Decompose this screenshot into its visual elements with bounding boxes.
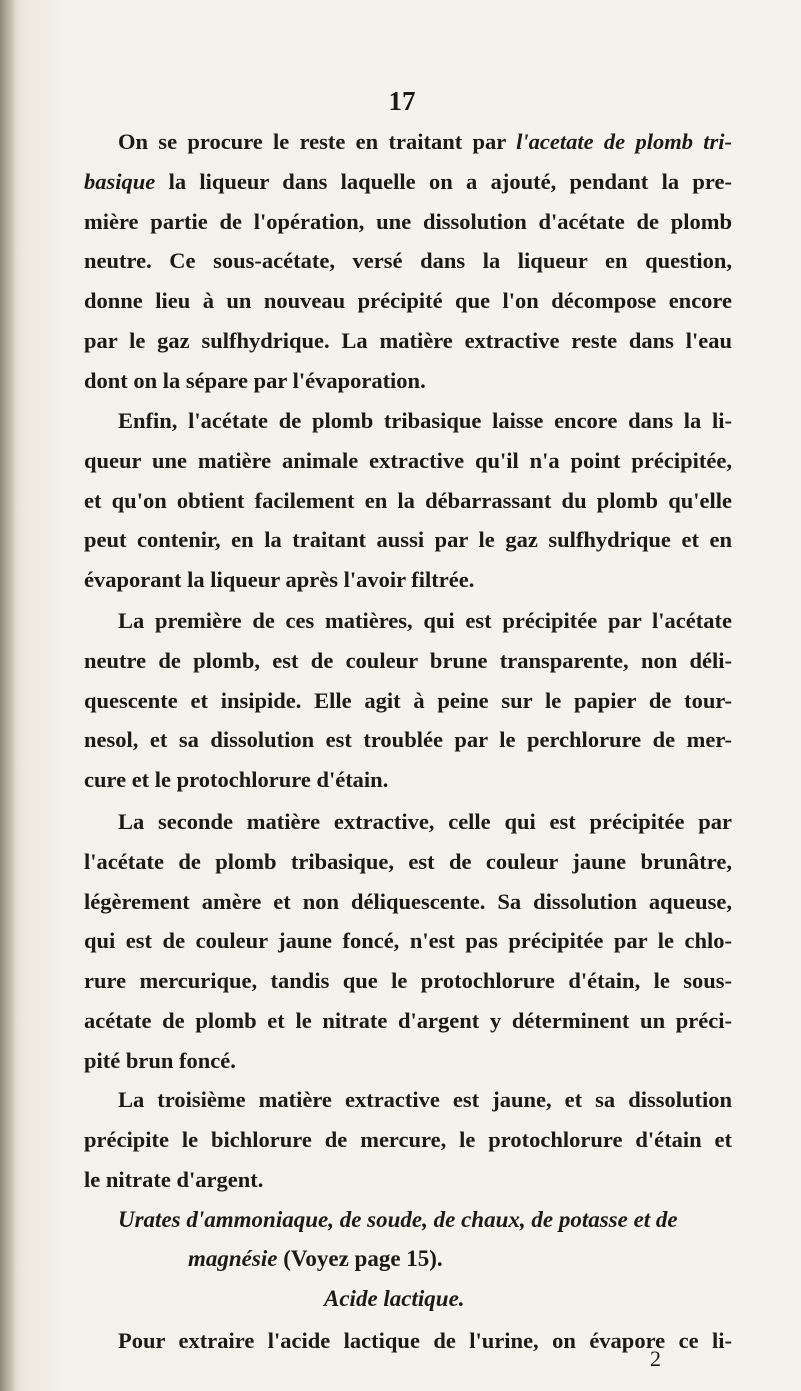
text-line: Pour extraire l'acide lactique de l'urine, on évapore ce li- <box>118 1328 732 1353</box>
text-line: neutre de plomb, est de couleur brune transparente, non déli- <box>84 647 732 673</box>
text-line: La troisième matière extractive est jaune, et sa dissolution <box>118 1087 732 1112</box>
paragraph-6 <box>84 1321 732 1361</box>
text-line: dont on la sépare par l'évaporation. <box>84 367 426 393</box>
text-line: queur une matière animale extractive qu'il n'a point précipitée, <box>84 447 732 473</box>
text-line: légèrement amère et non déliquescente. Sa dissolution aqueuse, <box>84 888 732 914</box>
text-line: donne lieu à un nouveau précipité que l'on décompose encore <box>84 288 732 314</box>
section-heading-acide-lactique: Acide lactique. <box>324 1286 465 1311</box>
text-line: acétate de plomb et le nitrate d'argent y déterminent un préci- <box>84 1007 732 1033</box>
text-line: évaporant la liqueur après l'avoir filtrée. <box>84 567 475 593</box>
text-line: cure et le protochlorure d'étain. <box>84 767 389 793</box>
text-line: le nitrate d'argent. <box>84 1166 264 1192</box>
text-line: pité brun foncé. <box>84 1047 236 1073</box>
text-line: nesol, et sa dissolution est troublée par le perchlorure de mer- <box>84 727 732 753</box>
text-line: peut contenir, en la traitant aussi par le gaz sulfhydrique et en <box>84 527 732 553</box>
emphasis-text: basique <box>84 168 156 194</box>
section-heading-urates-cont: magnésie (Voyez page 15). <box>188 1246 443 1271</box>
text-line: rure mercurique, tandis que le protochlorure d'étain, le sous- <box>84 968 732 994</box>
signature-mark: 2 <box>650 1346 661 1371</box>
emphasis-text: l'acetate de plomb tri- <box>516 129 732 154</box>
text-line: neutre. Ce sous-acétate, versé dans la liqueur en question, <box>84 248 732 274</box>
text-line: l'acétate de plomb tribasique, est de couleur jaune brunâtre, <box>84 848 732 874</box>
text-line: quescente et insipide. Elle agit à peine sur le papier de tour- <box>84 687 732 713</box>
section-heading-urates: Urates d'ammoniaque, de soude, de chaux, de potasse et de <box>118 1207 678 1232</box>
page-gutter-shadow <box>0 0 16 1391</box>
paragraph-5 <box>84 1080 732 1199</box>
text-line: qui est de couleur jaune foncé, n'est pas précipitée par le chlo- <box>84 928 732 954</box>
text-line: La première de ces matières, qui est précipitée par l'acétate <box>118 608 732 633</box>
text-line: mière partie de l'opération, une dissolution d'acétate de plomb <box>84 208 732 234</box>
text-line: La seconde matière extractive, celle qui est précipitée par <box>118 809 732 834</box>
text-line: basique la liqueur dans laquelle on a ajouté, pendant la pre- <box>84 168 732 194</box>
text-line: On se procure le reste en traitant par l'acetate de plomb tri- <box>118 129 732 154</box>
text-line: Enfin, l'acétate de plomb tribasique laisse encore dans la li- <box>118 408 732 433</box>
text-line: par le gaz sulfhydrique. La matière extractive reste dans l'eau <box>84 327 732 353</box>
paragraph-2 <box>84 401 732 600</box>
page-number: 17 <box>388 86 416 116</box>
text-line: précipite le bichlorure de mercure, le protochlorure d'étain et <box>84 1126 732 1152</box>
paragraph-3 <box>84 601 732 800</box>
paragraph-4 <box>84 802 732 1081</box>
text-line: et qu'on obtient facilement en la débarrassant du plomb qu'elle <box>84 487 732 513</box>
paragraph-1 <box>84 122 732 401</box>
